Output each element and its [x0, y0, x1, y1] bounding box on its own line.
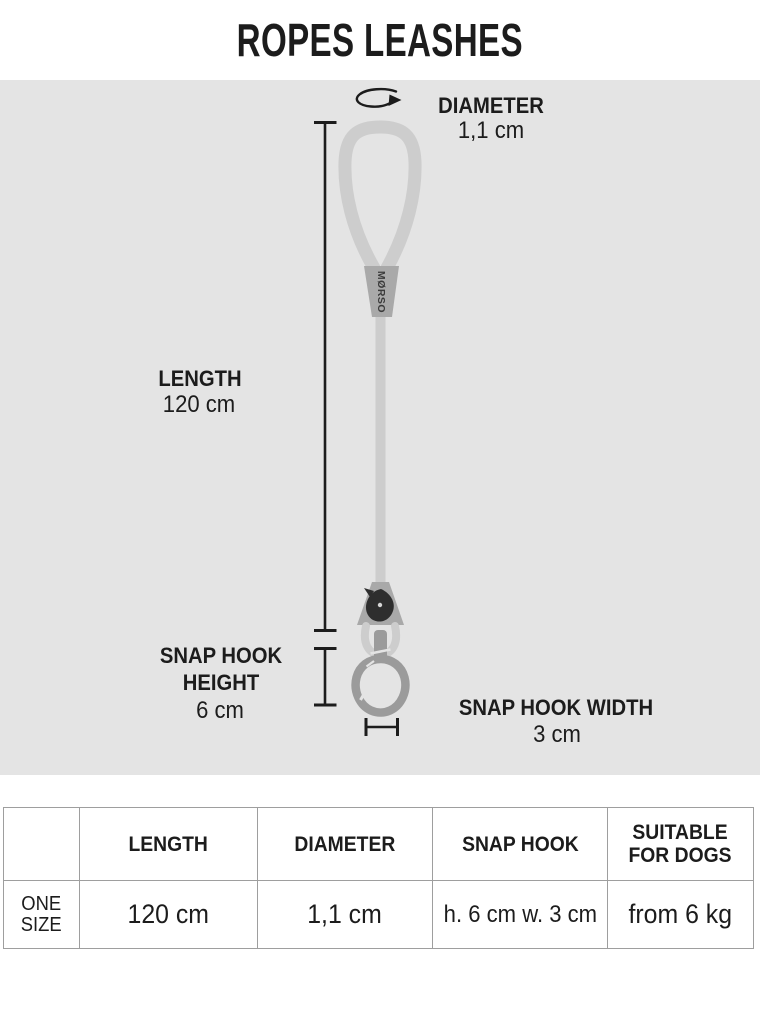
leash-diagram: [0, 80, 760, 775]
length-label: LENGTH: [158, 366, 242, 391]
table-header-diameter: DIAMETER: [258, 808, 433, 881]
table-header-snap-hook: SNAP HOOK: [433, 808, 608, 881]
table-cell-snap-hook: h. 6 cm w. 3 cm: [433, 881, 608, 949]
snap-hook-height-dimension-line: [314, 649, 337, 706]
length-dimension-line: [314, 123, 337, 631]
size-table: [3, 807, 754, 949]
table-cell-suitable-for-dogs: from 6 kg: [608, 881, 754, 949]
table-cell-length: 120 cm: [80, 881, 258, 949]
page-title: ROPES LEASHES: [236, 14, 524, 66]
length-value: 120 cm: [162, 391, 236, 418]
snap-hook-height-label: [160, 642, 282, 696]
leash-diagram-panel: [0, 80, 760, 775]
snap-hook-width-label: SNAP HOOK WIDTH: [458, 695, 654, 720]
table-cell-diameter: 1,1 cm: [258, 881, 433, 949]
diameter-label: DIAMETER: [438, 93, 544, 118]
snap-hook-height-value: 6 cm: [196, 697, 244, 724]
snap-hook-width-value: 3 cm: [533, 721, 581, 748]
snap-hook-width-dimension-line: [366, 718, 398, 736]
snap-hook-height-label-line2: HEIGHT: [182, 670, 260, 695]
snap-hook-height-label-line1: SNAP HOOK: [159, 643, 283, 668]
table-cell-size: ONE SIZE: [4, 881, 80, 949]
rotate-icon: [357, 89, 402, 107]
table-header-length: LENGTH: [80, 808, 258, 881]
snap-hook: [356, 659, 406, 713]
table-header-size: [4, 808, 80, 881]
page-header: [0, 0, 760, 80]
leash-handle-loop: [345, 127, 415, 268]
table-header-suitable-for-dogs: SUITABLE FOR DOGS: [608, 808, 754, 881]
brand-label: MØRSO: [375, 270, 387, 314]
diameter-value: 1,1 cm: [457, 117, 525, 144]
leash-rope: [376, 310, 386, 586]
